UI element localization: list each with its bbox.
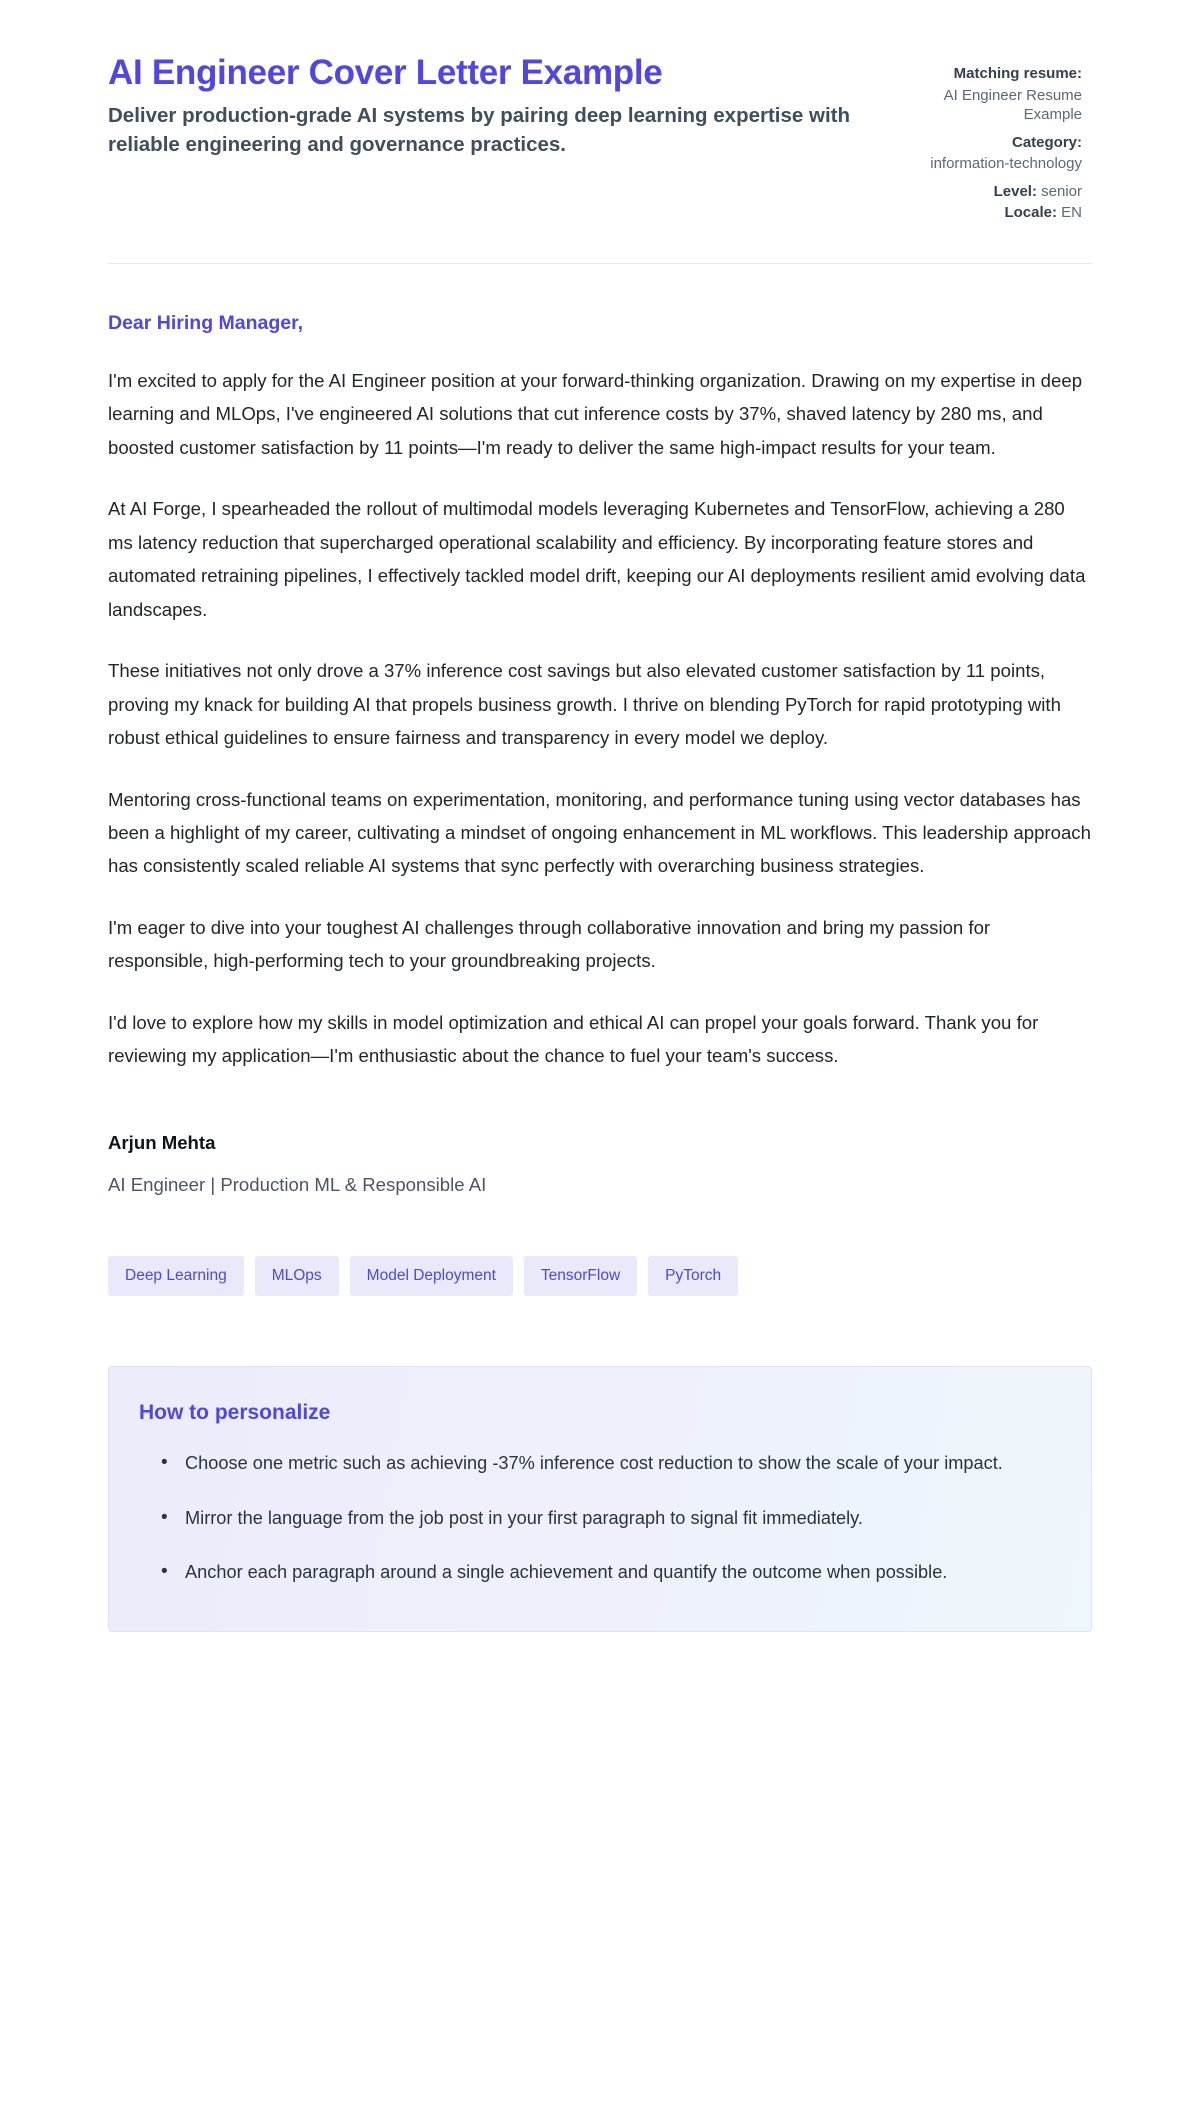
- page-header: [0, 0, 1200, 225]
- letter-paragraph: At AI Forge, I spearheaded the rollout of multimodal models leveraging Kubernetes and TensorFlow, achieving a 280 ms latency reduction that supercharged operational scalability and efficiency. By incorporating feature stores and automated retraining pipelines, I effectively tackled model drift, keeping our AI deployments resilient amid evolving data landscapes.: [108, 498, 1086, 620]
- meta-level-value: senior: [1041, 182, 1082, 200]
- page-subtitle: Deliver production-grade AI systems by pairing deep learning expertise with reliable engineering and governance practices.: [108, 104, 850, 157]
- meta-locale: [900, 203, 1082, 223]
- skill-tag[interactable]: Deep Learning: [108, 1256, 244, 1296]
- skill-tag[interactable]: TensorFlow: [524, 1256, 637, 1296]
- callout-list-item: • Mirror the language from the job post in your first paragraph to signal fit immediately.: [161, 1502, 1051, 1535]
- document-metadata: [900, 52, 1082, 225]
- meta-matching-resume-value-row: [900, 86, 1082, 125]
- meta-matching-resume-value: AI Engineer Resume Example: [943, 86, 1082, 123]
- letter-paragraph: These initiatives not only drove a 37% inference cost savings but also elevated customer satisfaction by 11 points, proving my knack for building AI that propels business growth. I thrive on blending PyTorch for rapid prototyping with robust ethical guidelines to ensure fairness and transparency in every model we deploy.: [108, 660, 1061, 749]
- letter-paragraph: Mentoring cross-functional teams on experimentation, monitoring, and performance tuning using vector databases has been a highlight of my career, cultivating a mindset of ongoing enhancement in ML workflows. This leadership approach has consistently scaled reliable AI systems that sync perfectly with overarching business strategies.: [108, 788, 1091, 877]
- skill-tag[interactable]: PyTorch: [648, 1256, 738, 1296]
- meta-category-value: information-technology: [930, 155, 1082, 172]
- meta-category-label: Category:: [1011, 133, 1082, 151]
- meta-locale-label: Locale:: [1004, 204, 1057, 221]
- letter-paragraph: I'm excited to apply for the AI Engineer position at your forward-thinking organization. Drawing on my expertise in deep learning and MLOps, I've engineered AI solutions that cut inference costs by 37%, shaved latency by 280 ms, and boosted customer satisfaction by 11 points—I'm ready to deliver the same high-impact results for your team.: [108, 369, 1083, 458]
- callout-list: [139, 1447, 1051, 1589]
- callout-list-item: • Choose one metric such as achieving -37% inference cost reduction to show the scale of your impact.: [161, 1447, 1051, 1480]
- meta-level: [900, 182, 1082, 202]
- meta-locale-value: EN: [1061, 204, 1082, 221]
- skill-tag-list: [0, 1256, 1200, 1296]
- skill-tag[interactable]: MLOps: [255, 1256, 339, 1296]
- signature-block: [0, 1129, 1200, 1200]
- meta-category-label-row: [900, 133, 1082, 153]
- meta-matching-resume: [900, 64, 1082, 125]
- callout-title: How to personalize: [139, 1400, 331, 1424]
- skill-tag[interactable]: Model Deployment: [350, 1256, 513, 1296]
- header-title-group: [108, 52, 860, 160]
- callout-list-item: • Anchor each paragraph around a single achievement and quantify the outcome when possible.: [161, 1556, 1051, 1589]
- meta-matching-resume-label: Matching resume:: [953, 65, 1082, 82]
- letter-greeting: Dear Hiring Manager,: [108, 311, 304, 334]
- page-title: AI Engineer Cover Letter Example: [108, 53, 663, 92]
- header-divider: [108, 263, 1092, 264]
- meta-level-label: Level:: [993, 182, 1037, 200]
- signature-name: Arjun Mehta: [108, 1131, 216, 1153]
- signature-role: AI Engineer | Production ML & Responsible AI: [108, 1173, 487, 1195]
- letter-body: [0, 311, 1200, 1073]
- meta-category: [900, 133, 1082, 174]
- letter-paragraph: I'm eager to dive into your toughest AI challenges through collaborative innovation and bring my passion for responsible, high-performing tech to your groundbreaking projects.: [108, 916, 991, 972]
- how-to-personalize-callout: [108, 1366, 1092, 1632]
- letter-paragraph: I'd love to explore how my skills in model optimization and ethical AI can propel your goals forward. Thank you for reviewing my application—I'm enthusiastic about the chance to fuel your team's success.: [108, 1011, 1039, 1067]
- meta-category-value-row: [900, 154, 1082, 174]
- meta-matching-resume-label-row: [900, 64, 1082, 84]
